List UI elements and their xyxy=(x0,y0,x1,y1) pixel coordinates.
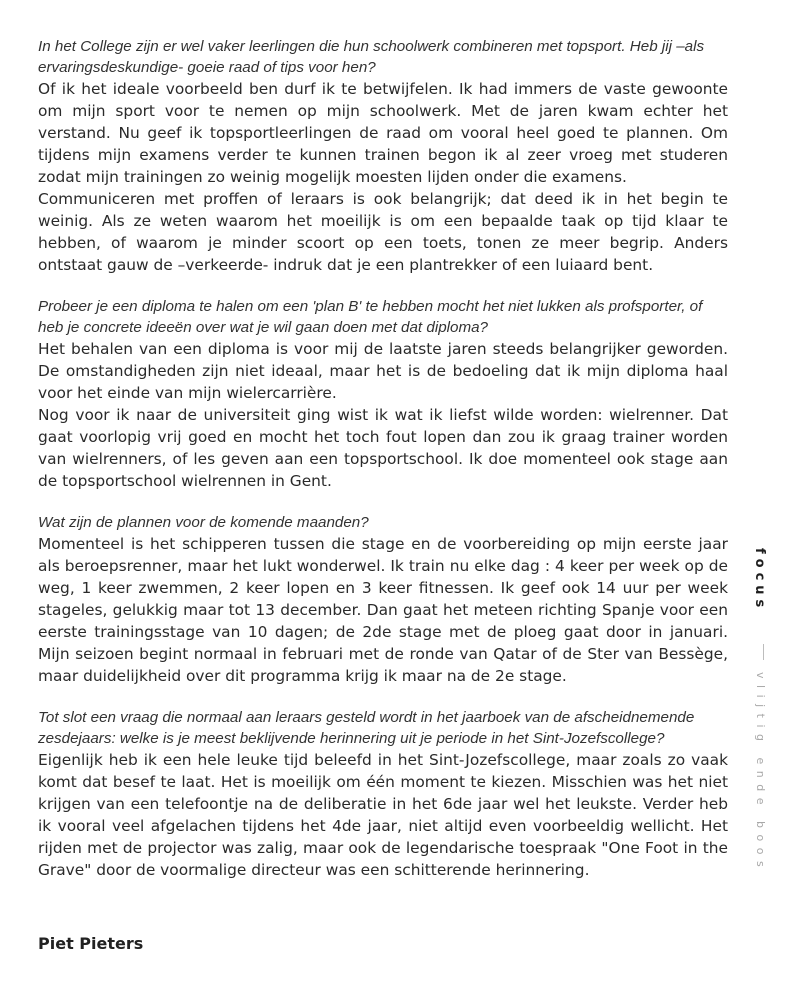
interview-question: Probeer je een diploma te halen om een 'plan B' te hebben mocht het niet lukken als profsporter, of heb je concrete ideeën over wat je wil gaan doen met dat diploma? xyxy=(38,298,703,336)
interview-answer-paragraph: Het behalen van een diploma is voor mij de laatste jaren steeds belangrijker geworden. De omstandigheden zijn niet ideaal, maar het is de bedoeling dat ik mijn diploma haal voor het einde van mijn wielercarrière. xyxy=(38,340,728,402)
sidebar-divider xyxy=(763,644,764,660)
author-signature: Piet Pieters xyxy=(38,934,144,953)
qa-block-2 xyxy=(38,296,728,492)
qa-block-4 xyxy=(38,707,728,881)
interview-answer-paragraph: Communiceren met proffen of leraars is ook belangrijk; dat deed ik in het begin te weinig. Als ze weten waarom het moeilijk is om een bepaalde taak op tijd klaar te hebben, of waarom je minder scoort op een toets, tonen ze meer begrip. Anders ontstaat gauw de –verkeerde- indruk dat je een plantrekker of een luiaard bent. xyxy=(38,190,728,274)
interview-question: Wat zijn de plannen voor de komende maanden? xyxy=(38,514,369,531)
interview-answer-paragraph: Of ik het ideale voorbeeld ben durf ik te betwijfelen. Ik had immers de vaste gewoonte om mijn sport voor te nemen op mijn schoolwerk. Met de jaren kwam echter het verstand. Nu geef ik topsportleerlingen de raad om vooral heel goed te plannen. Om tijdens mijn examens verder te kunnen trainen begon ik al zeer vroeg met studeren zodat mijn trainingen zo weinig mogelijk moesten lijden onder die examens. xyxy=(38,80,728,186)
interview-answer-paragraph: Momenteel is het schipperen tussen die stage en de voorbereiding op mijn eerste jaar als beroepsrenner, maar het lukt wonderwel. Ik train nu elke dag : 4 keer per week op de weg, 1 keer zwemmen, 2 keer lopen en 3 keer fitnessen. Ik geef ook 14 uur per week stageles, gelukkig maar tot 13 december. Dan gaat het meteen richting Spanje voor een eerste trainingsstage van 10 dagen; de 2de stage met de ploeg gaat door in januari. Mijn seizoen begint normaal in februari met de ronde van Qatar of de Ster van Bessège, maar duidelijkheid over dit programma krijg ik maar na de 2e stage. xyxy=(38,535,728,685)
article-body xyxy=(38,36,728,901)
publication-title: vlijtig ende boos xyxy=(754,672,767,874)
qa-block-1 xyxy=(38,36,728,276)
interview-answer-paragraph: Eigenlijk heb ik een hele leuke tijd beleefd in het Sint-Jozefscollege, maar zoals zo vaak komt dat besef te laat. Het is moeilijk om één moment te kiezen. Misschien was het niet krijgen van een telefoontje na de deliberatie in het 6de jaar wel het leukste. Verder heb ik vooral veel afgelachen tijdens het 4de jaar, niet altijd even voorbeeldig wellicht. Het rijden met de projector was zalig, maar ook de legendarische toespraak "One Foot in the Grave" door de voormalige directeur was een schitterende herinnering. xyxy=(38,751,728,879)
interview-question: Tot slot een vraag die normaal aan leraars gesteld wordt in het jaarboek van de afscheidnemende zesdejaars: welke is je meest beklijvende herinnering uit je periode in het Sint-Jozefscollege? xyxy=(38,709,695,747)
page-sidebar xyxy=(752,548,776,968)
section-label: focus xyxy=(752,548,767,613)
interview-answer-paragraph: Nog voor ik naar de universiteit ging wist ik wat ik liefst wilde worden: wielrenner. Dat gaat voorlopig vrij goed en mocht het toch fout lopen dan zou ik graag trainer worden van wielrenners, of les geven aan een topsportschool. Ik doe momenteel ook stage aan de topsportschool wielrennen in Gent. xyxy=(38,406,728,490)
qa-block-3 xyxy=(38,512,728,687)
interview-question: In het College zijn er wel vaker leerlingen die hun schoolwerk combineren met topsport. Heb jij –als ervaringsdeskundige- goeie raad of tips voor hen? xyxy=(38,38,705,76)
